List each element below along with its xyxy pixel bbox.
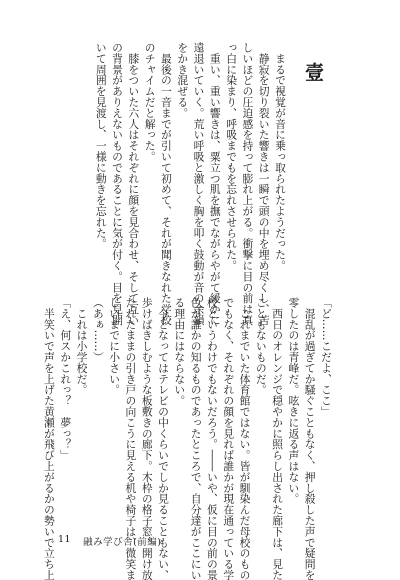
- text-line: 膝をついた六人はそれぞれに顔を見合わせ、そして互い: [127, 42, 141, 326]
- text-line: る理由にはならない。: [173, 297, 187, 406]
- text-line: これまでいた体育館ではない。皆が馴染んだ母校のもの: [238, 297, 252, 580]
- chapter-title: 壹: [305, 62, 326, 84]
- text-line: でもなく、それぞれの顔を見れば誰かが現在通っている学: [222, 297, 236, 580]
- text-line: 最後の一音までが引いて初めて、それが聞きなれた学校: [159, 42, 173, 326]
- text-line: 静寂を切り裂いた響きは一瞬で頭の中を埋め尽くし、苦: [257, 42, 271, 326]
- text-line: 混乱が過ぎてか騒ぐこともなく、押し殺した声で疑問を: [303, 297, 317, 580]
- text-line: 西日のオレンジで穏やかに照らし出された廊下は、見た: [271, 297, 285, 580]
- text-line: っ白に染まり、呼吸までもを忘れさせられた。: [225, 42, 239, 271]
- text-line: 「ど……こだよ、ここ」: [320, 297, 333, 417]
- text-line: 今となってはテレビの中くらいでしか見ることもない、: [157, 297, 171, 580]
- text-line: 歩けばきしむような板敷きの廊下。木枠の格子窓。開け放: [140, 297, 154, 580]
- text-line: の背景がありえないものであることに気が付く。目を見開: [111, 42, 125, 326]
- text-line: これは小学校だ。: [75, 297, 89, 396]
- text-line: 遠退いていく。荒い呼吸と激しく胸を叩く鼓動が音の余韻: [192, 42, 206, 326]
- text-line: 半笑いで声を上げた黄瀬が飛び上がるかの勢いで立ち上: [42, 297, 56, 580]
- text-line: をかき混ぜる。: [176, 42, 190, 119]
- text-line: 「え、何スかこれっ？ 夢っ？」: [59, 297, 73, 461]
- text-line: たれたままの引き戸の向こうに見える机や椅子は、微笑ま: [124, 297, 138, 580]
- upper-text-block: [92, 42, 288, 326]
- page-number: 11: [58, 534, 72, 545]
- text-line: こともないものだ。: [254, 297, 268, 396]
- text-line: まるで視覚が音に乗っ取られたようだった。: [274, 42, 287, 271]
- text-line: のチャイムだと解った。: [143, 42, 157, 162]
- text-line: いて周囲を見渡し、一様に動きを忘れた。: [94, 42, 108, 250]
- text-line: 校というわけでもないだろう。――いや、仮に目の前の景: [205, 297, 219, 580]
- text-line: しいほどの圧迫感を持って膨れ上がる。衝撃に目の前は真: [241, 42, 255, 326]
- text-line: 零したのは青峰だ。呟きに返る声はない。: [287, 297, 301, 505]
- text-line: しいまでに小さい。: [108, 297, 122, 396]
- text-line: 色が誰かの知るものであったところで、自分達がここにい: [189, 297, 203, 580]
- page-footer: [58, 534, 162, 548]
- running-title: 融み学び舎(前編): [83, 537, 162, 548]
- text-line: （あぁ……）: [91, 297, 105, 363]
- text-line: 重い、重い響きは、粟立つ肌を撫でながらやがて緩かに: [208, 42, 222, 326]
